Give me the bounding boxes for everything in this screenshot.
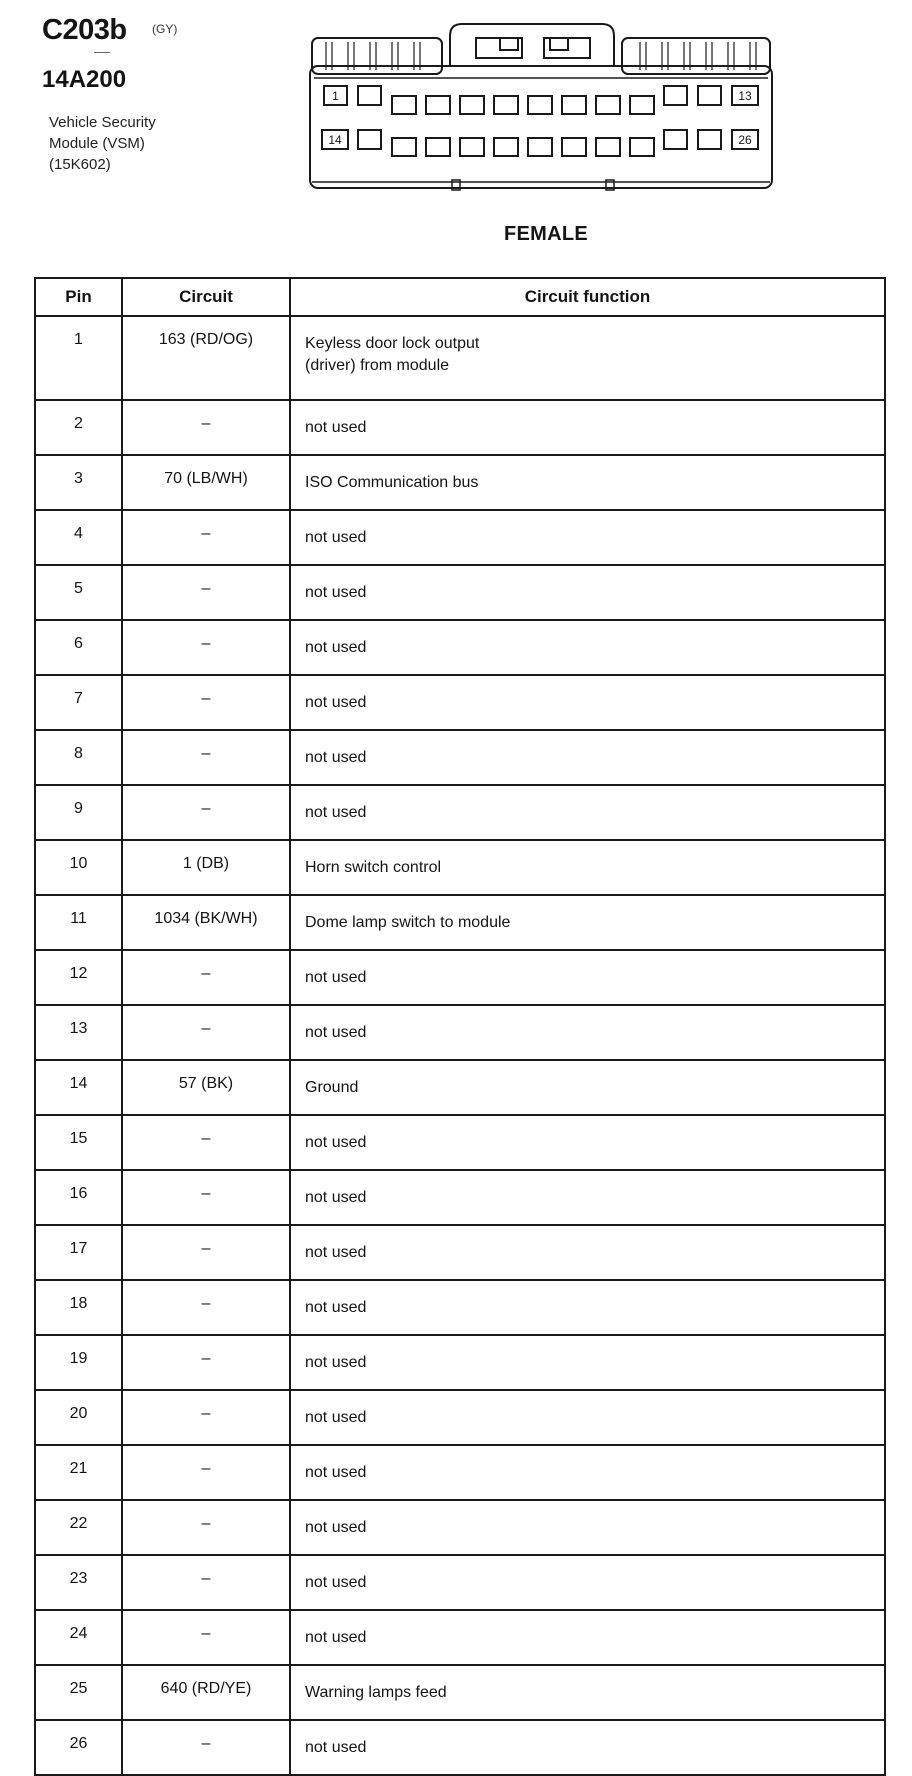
circuit-cell: – [122,950,290,1005]
circuit-cell: – [122,1500,290,1555]
table-row [35,1280,885,1335]
pin-number-cell: 12 [35,950,122,1005]
table-row [35,620,885,675]
circuit-cell: – [122,1445,290,1500]
circuit-function-cell [290,1280,885,1335]
pinout-table-body [35,316,885,1775]
table-row [35,455,885,510]
table-row [35,785,885,840]
pin-number-cell: 16 [35,1170,122,1225]
table-row [35,565,885,620]
circuit-function-cell [290,620,885,675]
circuit-function-cell [290,510,885,565]
circuit-function-cell [290,840,885,895]
circuit-function-text: not used [305,969,367,986]
table-row [35,1390,885,1445]
circuit-function-text: not used [305,694,367,711]
circuit-cell: – [122,1335,290,1390]
circuit-function-cell [290,1665,885,1720]
pin-label-26: 26 [738,133,752,147]
module-description [49,112,156,175]
circuit-function-text: Warning lamps feed [305,1684,447,1701]
pin-number-cell: 13 [35,1005,122,1060]
circuit-function-text: Ground [305,1079,359,1096]
circuit-cell: – [122,1720,290,1775]
circuit-function-text: not used [305,1629,367,1646]
part-number: 14A200 [42,66,127,93]
circuit-function-text: not used [305,584,367,601]
pin-number-cell: 25 [35,1665,122,1720]
circuit-cell: – [122,510,290,565]
circuit-cell: – [122,1005,290,1060]
circuit-function-text: Horn switch control [305,859,442,876]
circuit-function-cell [290,1500,885,1555]
circuit-function-cell [290,730,885,785]
circuit-function-cell [290,1445,885,1500]
circuit-function-cell [290,1555,885,1610]
divider [94,52,110,53]
table-row [35,895,885,950]
table-row [35,840,885,895]
circuit-cell: – [122,1390,290,1445]
circuit-cell: – [122,675,290,730]
connector-face-diagram [300,20,780,202]
circuit-function-cell [290,1720,885,1775]
pin-number-cell: 19 [35,1335,122,1390]
table-row [35,400,885,455]
table-row [35,1610,885,1665]
pin-number-cell: 23 [35,1555,122,1610]
circuit-cell: – [122,1610,290,1665]
module-line: Vehicle Security [49,114,156,131]
circuit-cell: – [122,565,290,620]
circuit-function-text: not used [305,1024,367,1041]
circuit-function-cell [290,950,885,1005]
circuit-cell: 1 (DB) [122,840,290,895]
circuit-function-text: not used [305,749,367,766]
connector-color: (GY) [152,22,178,36]
circuit-function-cell [290,1335,885,1390]
circuit-function-cell [290,1170,885,1225]
table-row [35,510,885,565]
pin-number-cell: 18 [35,1280,122,1335]
pin-number-cell: 2 [35,400,122,455]
circuit-function-text: not used [305,1574,367,1591]
pin-number-cell: 3 [35,455,122,510]
table-row [35,675,885,730]
circuit-function-text: not used [305,1134,367,1151]
circuit-function-cell [290,1115,885,1170]
pin-number-cell: 17 [35,1225,122,1280]
circuit-function-cell [290,455,885,510]
circuit-cell: – [122,1170,290,1225]
table-row [35,1665,885,1720]
circuit-function-text: (driver) from module [305,357,450,374]
circuit-cell: 70 (LB/WH) [122,455,290,510]
circuit-cell: – [122,1280,290,1335]
table-row [35,730,885,785]
circuit-function-cell [290,400,885,455]
circuit-cell: – [122,620,290,675]
circuit-function-cell [290,1005,885,1060]
circuit-function-cell [290,1060,885,1115]
circuit-function-text: not used [305,639,367,656]
table-row [35,1335,885,1390]
pin-number-cell: 1 [35,316,122,400]
circuit-function-text: not used [305,1519,367,1536]
circuit-function-text: not used [305,1299,367,1316]
circuit-function-cell [290,785,885,840]
pin-number-cell: 14 [35,1060,122,1115]
circuit-cell: – [122,1115,290,1170]
circuit-cell: – [122,1225,290,1280]
circuit-function-text: not used [305,1409,367,1426]
circuit-function-cell [290,895,885,950]
circuit-function-text: not used [305,529,367,546]
circuit-cell: 640 (RD/YE) [122,1665,290,1720]
table-row [35,1170,885,1225]
pin-number-cell: 7 [35,675,122,730]
table-row [35,1060,885,1115]
table-row [35,950,885,1005]
pin-number-cell: 11 [35,895,122,950]
pin-label-1: 1 [332,89,339,103]
circuit-function-text: not used [305,1244,367,1261]
pin-number-cell: 20 [35,1390,122,1445]
table-row [35,1445,885,1500]
circuit-function-text: ISO Communication bus [305,474,479,491]
module-line: Module (VSM) [49,135,145,152]
circuit-cell: 57 (BK) [122,1060,290,1115]
circuit-function-text: not used [305,1189,367,1206]
circuit-function-text: not used [305,1354,367,1371]
pin-number-cell: 5 [35,565,122,620]
circuit-cell: 1034 (BK/WH) [122,895,290,950]
circuit-function-cell [290,1390,885,1445]
circuit-function-cell [290,565,885,620]
circuit-function-text: not used [305,419,367,436]
pin-number-cell: 22 [35,1500,122,1555]
table-row [35,1225,885,1280]
circuit-function-cell [290,675,885,730]
pin-number-cell: 15 [35,1115,122,1170]
pin-label-13: 13 [738,89,752,103]
circuit-cell: 163 (RD/OG) [122,316,290,400]
pin-number-cell: 8 [35,730,122,785]
circuit-cell: – [122,400,290,455]
pin-column-header: Pin [35,278,122,316]
circuit-cell: – [122,785,290,840]
circuit-cell: – [122,730,290,785]
function-column-header: Circuit function [290,278,885,316]
circuit-function-cell [290,1610,885,1665]
table-row [35,316,885,400]
pin-number-cell: 6 [35,620,122,675]
table-row [35,1720,885,1775]
pin-number-cell: 24 [35,1610,122,1665]
pin-number-cell: 10 [35,840,122,895]
table-header-row [35,278,885,316]
pin-number-cell: 26 [35,1720,122,1775]
table-row [35,1500,885,1555]
circuit-function-text: not used [305,1739,367,1756]
module-line: (15K602) [49,156,111,173]
circuit-column-header: Circuit [122,278,290,316]
circuit-function-text: not used [305,804,367,821]
connector-id: C203b [42,14,127,46]
connector-gender: FEMALE [504,223,589,245]
table-row [35,1115,885,1170]
circuit-function-cell [290,316,885,400]
circuit-function-cell [290,1225,885,1280]
table-row [35,1005,885,1060]
pin-label-14: 14 [328,133,342,147]
pin-number-cell: 4 [35,510,122,565]
table-row [35,1555,885,1610]
circuit-function-text: Dome lamp switch to module [305,914,511,931]
circuit-function-text: Keyless door lock output [305,335,480,352]
pin-number-cell: 21 [35,1445,122,1500]
circuit-cell: – [122,1555,290,1610]
pinout-table [34,277,886,1776]
pin-number-cell: 9 [35,785,122,840]
circuit-function-text: not used [305,1464,367,1481]
